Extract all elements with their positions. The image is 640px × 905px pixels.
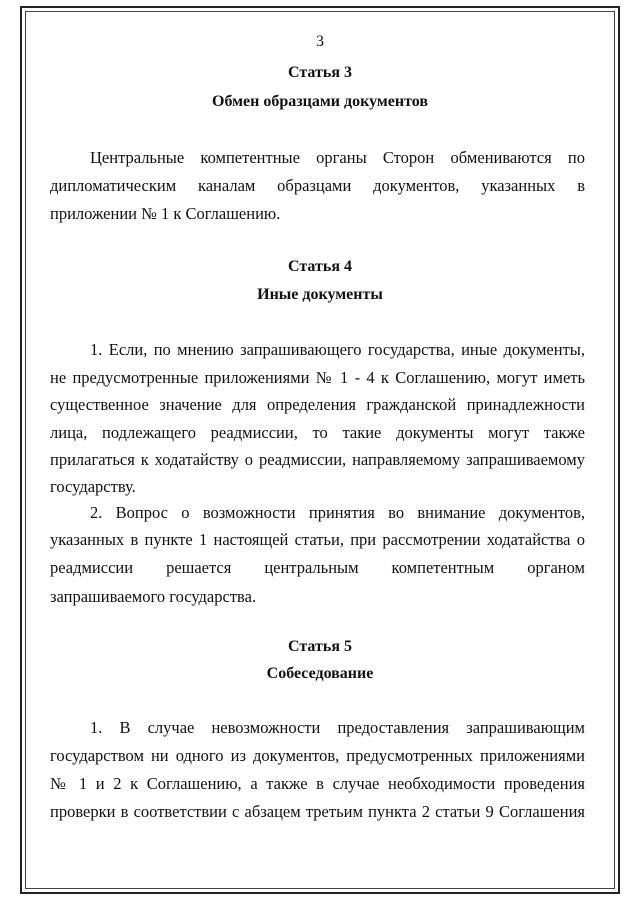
article-3-line: Центральные компетентные органы Сторон обмениваются по bbox=[90, 148, 585, 167]
article-4-line: лица, подлежащего реадмиссии, то такие документы могут также bbox=[50, 423, 585, 442]
article-4-line: 1. Если, по мнению запрашивающего государства, иные документы, bbox=[90, 340, 585, 359]
article-5-title: Статья 5 bbox=[288, 638, 352, 655]
article-5-line: проверки в соответствии с абзацем третьим пункта 2 статьи 9 Соглашения bbox=[50, 802, 585, 821]
article-3-title: Статья 3 bbox=[288, 64, 352, 81]
article-4-line: указанных в пункте 1 настоящей статьи, при рассмотрении ходатайства о bbox=[50, 530, 585, 549]
article-4-line: реадмиссии решается центральным компетентным органом bbox=[50, 558, 585, 577]
article-4-line: прилагаться к ходатайству о реадмиссии, направляемому запрашиваемому bbox=[50, 450, 585, 469]
article-5-line: 1. В случае невозможности предоставления запрашивающим bbox=[90, 718, 585, 737]
article-4-line: 2. Вопрос о возможности принятия во внимание документов, bbox=[90, 503, 585, 522]
article-3-line: дипломатическим каналам образцами документов, указанных в bbox=[50, 176, 585, 195]
article-4-line: существенное значение для определения гражданской принадлежности bbox=[50, 395, 585, 414]
article-5-line: № 1 и 2 к Соглашению, а также в случае необходимости проведения bbox=[50, 774, 585, 793]
article-4-line: запрашиваемого государства. bbox=[50, 587, 257, 606]
article-4-title: Статья 4 bbox=[288, 258, 352, 275]
page-number: 3 bbox=[316, 33, 324, 50]
article-4-line: государству. bbox=[50, 477, 136, 496]
article-5-subtitle: Собеседование bbox=[266, 665, 374, 682]
article-5-line: государством ни одного из документов, предусмотренных приложениями bbox=[50, 746, 585, 765]
article-3-line: приложении № 1 к Соглашению. bbox=[50, 204, 281, 223]
article-3-subtitle: Обмен образцами документов bbox=[212, 93, 428, 110]
article-4-subtitle: Иные документы bbox=[257, 286, 383, 303]
article-4-line: не предусмотренные приложениями № 1 - 4 к Соглашению, могут иметь bbox=[50, 368, 585, 387]
